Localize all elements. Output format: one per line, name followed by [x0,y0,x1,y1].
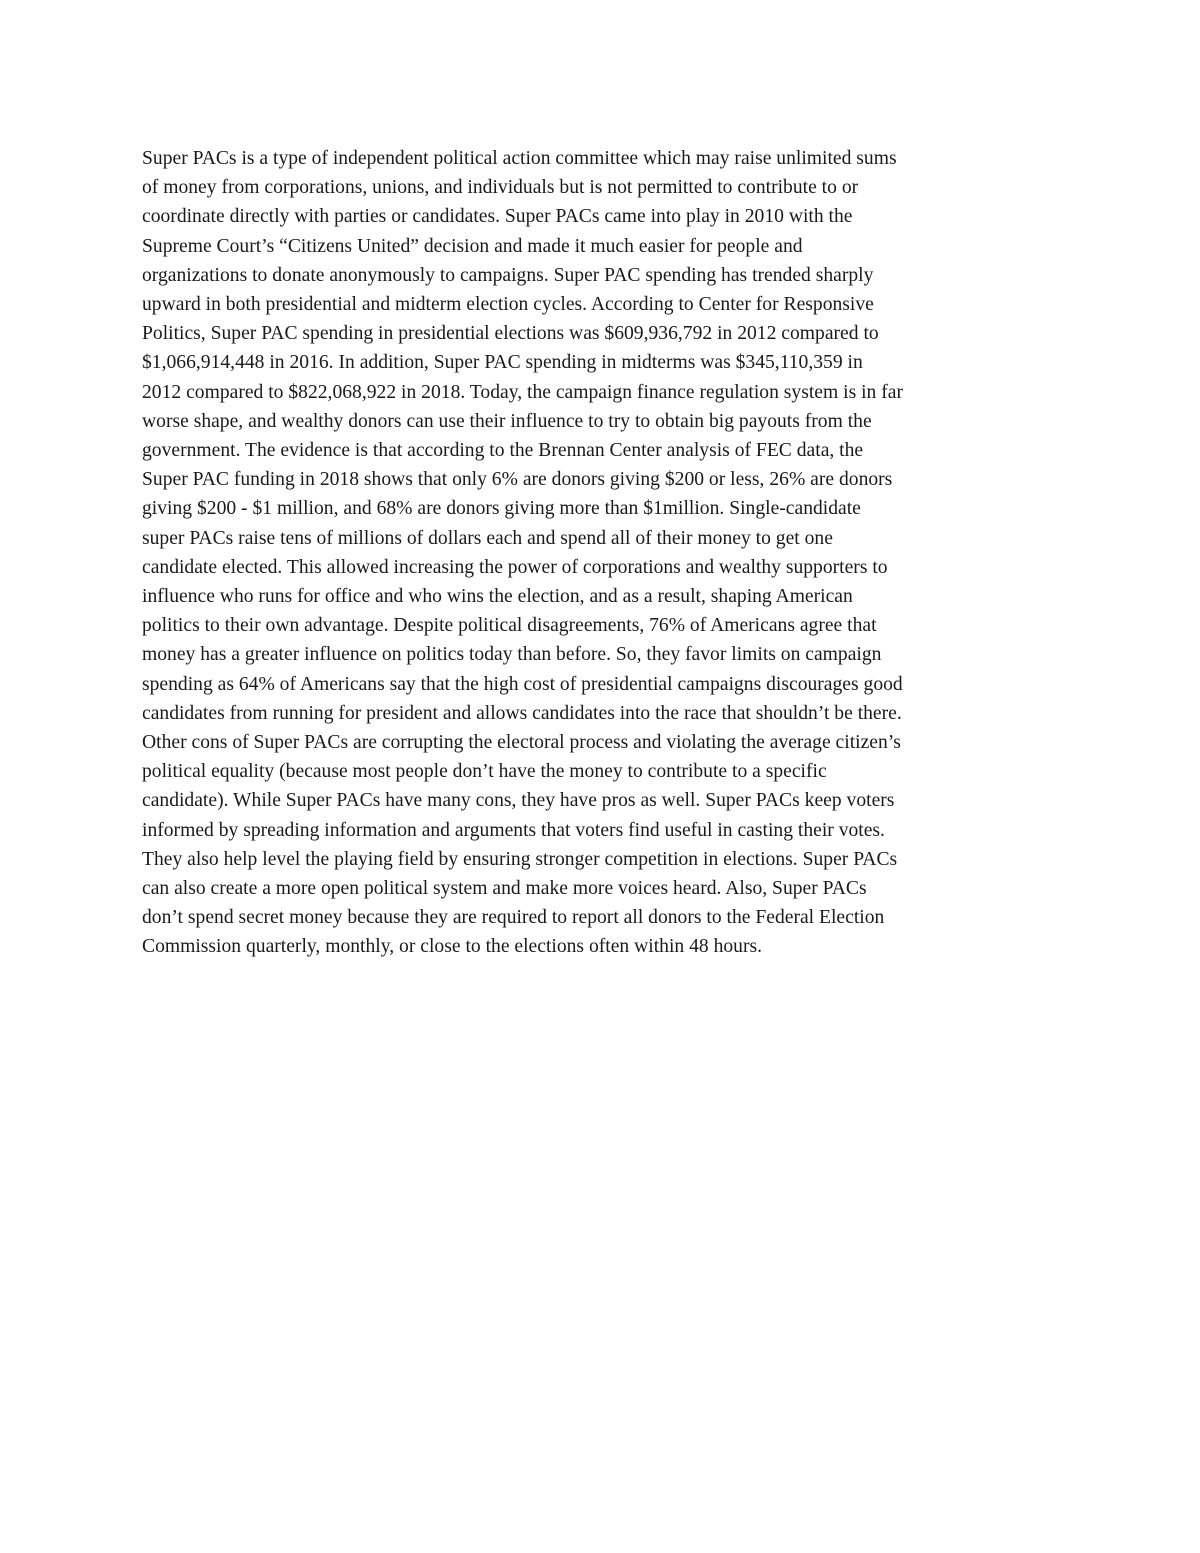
paragraph-line: political equality (because most people don’t have the money to contribute to a specific [142,761,827,783]
paragraph-line: of money from corporations, unions, and individuals but is not permitted to contribute to or [142,177,859,199]
paragraph-line: Super PACs is a type of independent political action committee which may raise unlimited sums [142,148,897,169]
paragraph-line: Supreme Court’s “Citizens United” decision and made it much easier for people and [142,235,803,257]
paragraph-line: giving $200 - $1 million, and 68% are donors giving more than $1million. Single-candidate [142,498,861,520]
paragraph-line: Politics, Super PAC spending in presidential elections was $609,936,792 in 2012 compared to [142,323,879,345]
paragraph-line: They also help level the playing field by ensuring stronger competition in elections. Super PACs [142,848,898,870]
paragraph-line: 2012 compared to $822,068,922 in 2018. Today, the campaign finance regulation system is in far [142,381,903,403]
paragraph-line: politics to their own advantage. Despite political disagreements, 76% of Americans agree that [142,615,877,637]
paragraph-line: money has a greater influence on politics today than before. So, they favor limits on campaign [142,644,882,666]
paragraph-line: Super PAC funding in 2018 shows that only 6% are donors giving $200 or less, 26% are donors [142,469,893,491]
paragraph-line: $1,066,914,448 in 2016. In addition, Super PAC spending in midterms was $345,110,359 in [142,352,863,374]
paragraph-line: upward in both presidential and midterm election cycles. According to Center for Responsive [142,294,874,316]
paragraph-line: don’t spend secret money because they are required to report all donors to the Federal Election [142,907,885,929]
paragraph-line: government. The evidence is that according to the Brennan Center analysis of FEC data, the [142,440,864,462]
paragraph-line: Other cons of Super PACs are corrupting the electoral process and violating the average citizen’s [142,732,901,754]
paragraph-line: coordinate directly with parties or candidates. Super PACs came into play in 2010 with the [142,206,853,228]
paragraph-line: super PACs raise tens of millions of dollars each and spend all of their money to get one [142,527,833,549]
paragraph-line: organizations to donate anonymously to campaigns. Super PAC spending has trended sharply [142,264,874,286]
paragraph-line: can also create a more open political system and make more voices heard. Also, Super PACs [142,878,867,900]
paragraph-line: candidates from running for president and allows candidates into the race that shouldn’t be there. [142,702,902,724]
paragraph-line: candidate). While Super PACs have many cons, they have pros as well. Super PACs keep voters [142,790,895,812]
paragraph-line: candidate elected. This allowed increasing the power of corporations and wealthy supporters to [142,556,888,578]
paragraph-line: informed by spreading information and arguments that voters find useful in casting their votes. [142,819,885,841]
paragraph-line: worse shape, and wealthy donors can use their influence to try to obtain big payouts from the [142,410,872,432]
body-paragraph [142,144,1082,962]
paragraph-line: Commission quarterly, monthly, or close to the elections often within 48 hours. [142,936,763,958]
paragraph-line: influence who runs for office and who wins the election, and as a result, shaping American [142,586,853,608]
paragraph-line: spending as 64% of Americans say that the high cost of presidential campaigns discourages good [142,673,903,695]
